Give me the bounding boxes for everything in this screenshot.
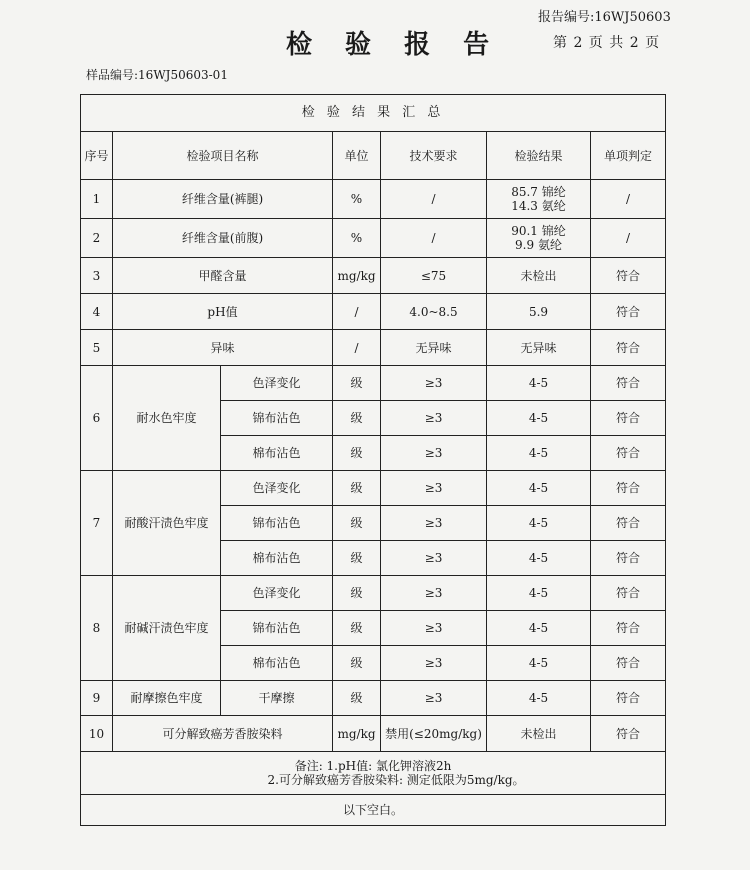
blank-below-note: 以下空白。 [81, 795, 666, 826]
row-no: 10 [81, 716, 113, 752]
row-unit: 级 [333, 646, 381, 681]
table-row [81, 366, 666, 401]
row-verdict: 符合 [591, 330, 666, 366]
row-unit: 级 [333, 681, 381, 716]
row-result: 4-5 [487, 366, 591, 401]
col-header-name: 检验项目名称 [113, 132, 333, 180]
result-line: 90.1 锦纶 [511, 224, 566, 238]
row-unit: 级 [333, 471, 381, 506]
row-subitem: 色泽变化 [221, 471, 333, 506]
summary-title: 检 验 结 果 汇 总 [81, 95, 666, 132]
row-no: 9 [81, 681, 113, 716]
row-result: 4-5 [487, 401, 591, 436]
row-verdict: 符合 [591, 258, 666, 294]
row-unit: 级 [333, 366, 381, 401]
note-line: 2.可分解致癌芳香胺染料: 测定低限为5mg/kg。 [267, 773, 525, 787]
table-row [81, 681, 666, 716]
row-result: 4-5 [487, 471, 591, 506]
row-verdict: 符合 [591, 611, 666, 646]
row-requirement: ≥3 [381, 436, 487, 471]
results-table [80, 94, 666, 826]
row-name: 可分解致癌芳香胺染料 [113, 716, 333, 752]
row-result: 4-5 [487, 436, 591, 471]
row-requirement: ≥3 [381, 366, 487, 401]
row-verdict: 符合 [591, 401, 666, 436]
row-verdict: 符合 [591, 471, 666, 506]
row-verdict: 符合 [591, 366, 666, 401]
row-no: 1 [81, 180, 113, 219]
row-requirement: 禁用(≤20mg/kg) [381, 716, 487, 752]
row-no: 5 [81, 330, 113, 366]
table-row [81, 294, 666, 330]
result-line: 9.9 氨纶 [515, 238, 562, 252]
row-result [487, 180, 591, 219]
row-requirement: ≥3 [381, 646, 487, 681]
row-result: 未检出 [487, 716, 591, 752]
row-result: 4-5 [487, 681, 591, 716]
row-subitem: 锦布沾色 [221, 506, 333, 541]
row-verdict: 符合 [591, 294, 666, 330]
row-verdict: 符合 [591, 436, 666, 471]
row-subitem: 棉布沾色 [221, 436, 333, 471]
row-requirement: ≥3 [381, 541, 487, 576]
row-name: 甲醛含量 [113, 258, 333, 294]
row-requirement: ≤75 [381, 258, 487, 294]
row-unit: 级 [333, 401, 381, 436]
row-result: 4-5 [487, 506, 591, 541]
row-verdict: 符合 [591, 646, 666, 681]
row-requirement: ≥3 [381, 611, 487, 646]
row-requirement: ≥3 [381, 576, 487, 611]
row-no: 7 [81, 471, 113, 576]
row-name: pH值 [113, 294, 333, 330]
row-name: 纤维含量(裤腿) [113, 180, 333, 219]
table-row [81, 180, 666, 219]
row-name: 异味 [113, 330, 333, 366]
row-subitem: 棉布沾色 [221, 541, 333, 576]
row-verdict: 符合 [591, 506, 666, 541]
sample-number: 样品编号:16WJ50603-01 [86, 68, 228, 82]
row-unit: mg/kg [333, 716, 381, 752]
row-requirement: 无异味 [381, 330, 487, 366]
row-requirement: ≥3 [381, 471, 487, 506]
page-title: 检 验 报 告 [286, 30, 502, 60]
row-result [487, 219, 591, 258]
row-verdict: 符合 [591, 681, 666, 716]
row-requirement: ≥3 [381, 681, 487, 716]
row-requirement: 4.0~8.5 [381, 294, 487, 330]
row-no: 2 [81, 219, 113, 258]
row-unit: 级 [333, 506, 381, 541]
col-header-verdict: 单项判定 [591, 132, 666, 180]
row-no: 8 [81, 576, 113, 681]
row-subitem: 干摩擦 [221, 681, 333, 716]
row-result: 4-5 [487, 541, 591, 576]
row-verdict: / [591, 219, 666, 258]
result-line: 85.7 锦纶 [511, 185, 566, 199]
row-no: 4 [81, 294, 113, 330]
row-subitem: 色泽变化 [221, 366, 333, 401]
note-line: 备注: 1.pH值: 氯化钾溶液2h [294, 759, 452, 773]
row-result: 4-5 [487, 576, 591, 611]
table-row [81, 716, 666, 752]
row-subitem: 锦布沾色 [221, 611, 333, 646]
row-requirement: ≥3 [381, 401, 487, 436]
row-no: 6 [81, 366, 113, 471]
table-row [81, 219, 666, 258]
col-header-unit: 单位 [333, 132, 381, 180]
row-subitem: 锦布沾色 [221, 401, 333, 436]
report-number: 报告编号:16WJ50603 [538, 10, 671, 25]
row-result: 4-5 [487, 646, 591, 681]
table-row [81, 330, 666, 366]
row-result: 未检出 [487, 258, 591, 294]
page-number: 第 2 页 共 2 页 [553, 35, 661, 51]
table-row [81, 576, 666, 611]
row-name: 耐酸汗渍色牢度 [113, 471, 221, 576]
row-no: 3 [81, 258, 113, 294]
row-unit: 级 [333, 436, 381, 471]
row-result: 4-5 [487, 611, 591, 646]
row-verdict: 符合 [591, 541, 666, 576]
col-header-no: 序号 [81, 132, 113, 180]
row-result: 无异味 [487, 330, 591, 366]
col-header-result: 检验结果 [487, 132, 591, 180]
row-unit: / [333, 294, 381, 330]
row-unit: 级 [333, 576, 381, 611]
row-unit: % [333, 219, 381, 258]
row-unit: % [333, 180, 381, 219]
row-verdict: 符合 [591, 716, 666, 752]
row-subitem: 棉布沾色 [221, 646, 333, 681]
row-name: 纤维含量(前腹) [113, 219, 333, 258]
row-unit: 级 [333, 611, 381, 646]
col-header-requirement: 技术要求 [381, 132, 487, 180]
table-row [81, 258, 666, 294]
row-subitem: 色泽变化 [221, 576, 333, 611]
notes [81, 752, 666, 795]
row-result: 5.9 [487, 294, 591, 330]
row-verdict: 符合 [591, 576, 666, 611]
row-name: 耐碱汗渍色牢度 [113, 576, 221, 681]
row-requirement: / [381, 219, 487, 258]
row-unit: mg/kg [333, 258, 381, 294]
row-name: 耐水色牢度 [113, 366, 221, 471]
result-line: 14.3 氨纶 [511, 199, 566, 213]
row-requirement: / [381, 180, 487, 219]
row-unit: 级 [333, 541, 381, 576]
table-row [81, 471, 666, 506]
row-requirement: ≥3 [381, 506, 487, 541]
row-name: 耐摩擦色牢度 [113, 681, 221, 716]
header-row [81, 132, 666, 180]
row-verdict: / [591, 180, 666, 219]
row-unit: / [333, 330, 381, 366]
